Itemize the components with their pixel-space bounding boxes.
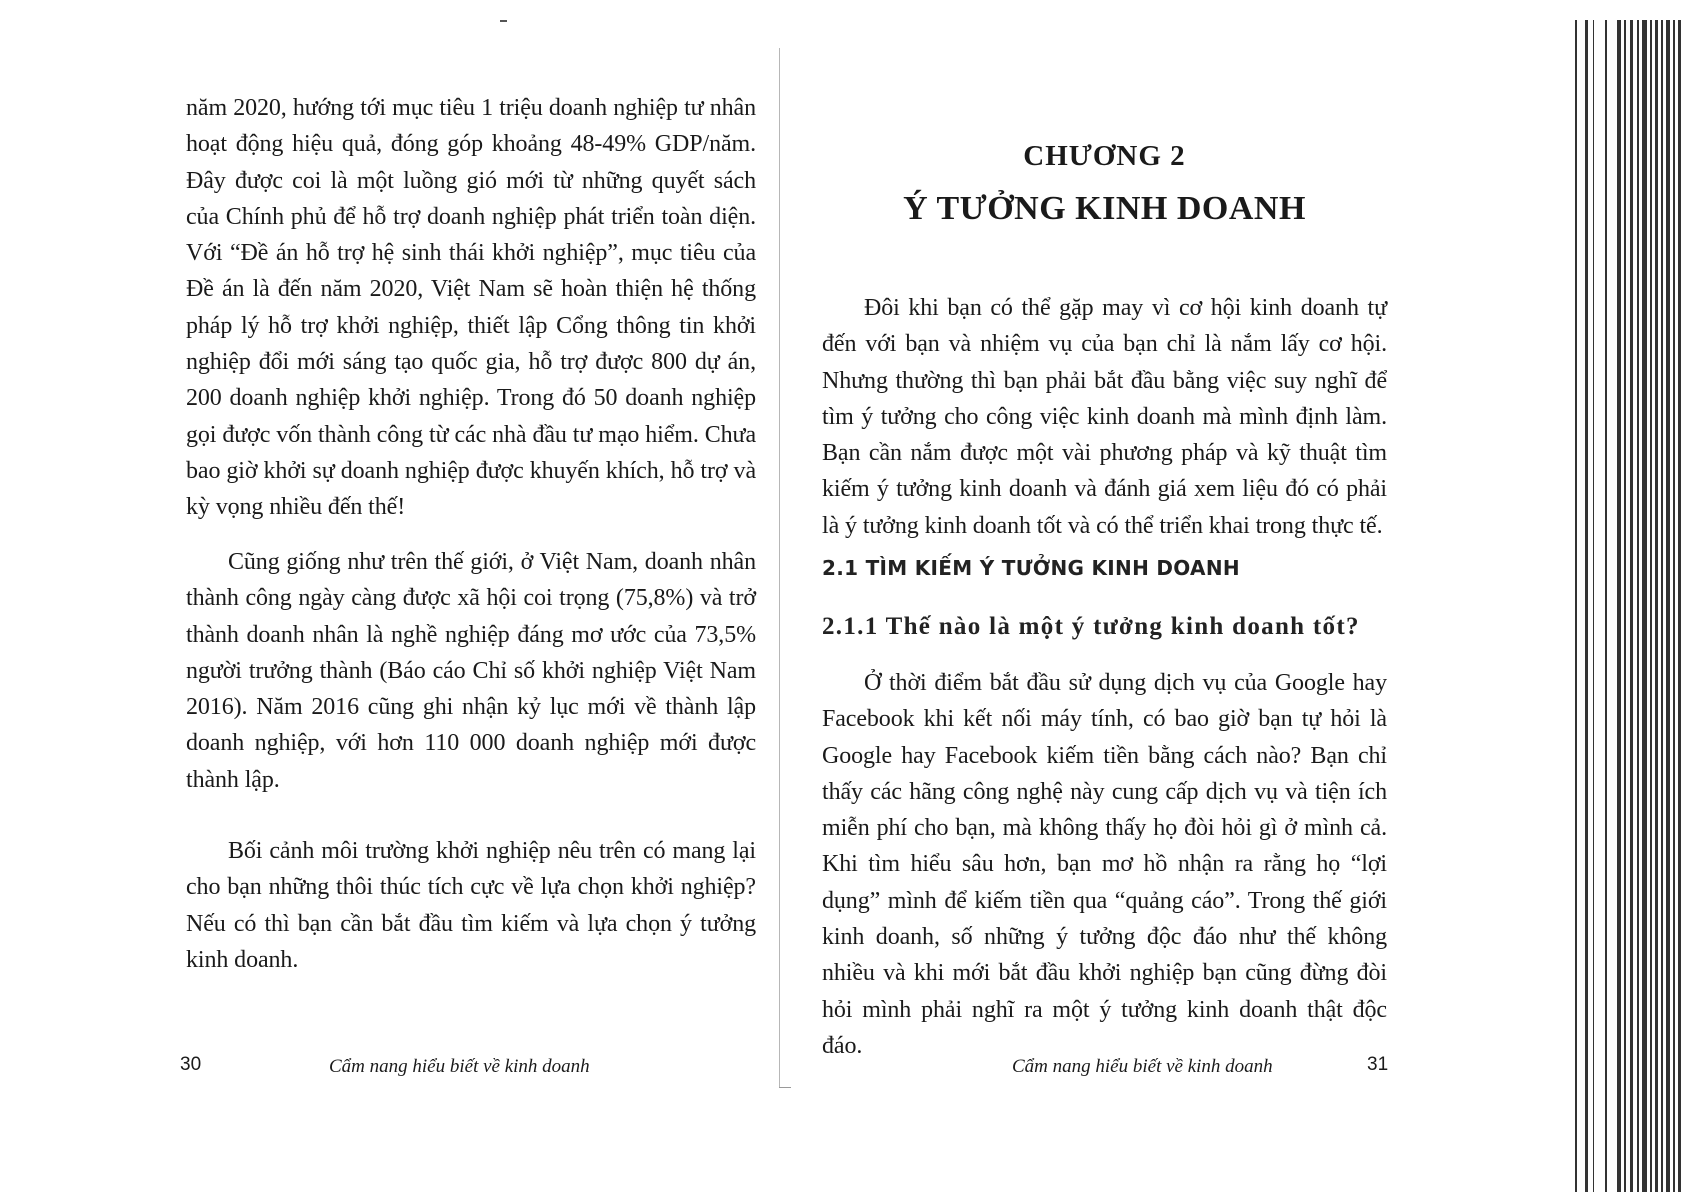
subsection-heading: 2.1.1 Thế nào là một ý tưởng kinh doanh tốt? <box>822 613 1360 640</box>
right-running-title: Cẩm nang hiểu biết về kinh doanh <box>1012 1056 1273 1077</box>
scan-mark <box>500 20 507 22</box>
section-heading: 2.1 TÌM KIẾM Ý TƯỞNG KINH DOANH <box>822 556 1240 580</box>
left-page-number: 30 <box>180 1054 202 1075</box>
scan-edge-artifact <box>1575 20 1685 1192</box>
left-paragraph-3: Bối cảnh môi trường khởi nghiệp nêu trên có mang lại cho bạn những thôi thúc tích cực về lựa chọn khởi nghiệp? Nếu có thì bạn cần bắt đầu tìm kiếm và lựa chọn ý tưởng kinh doanh. <box>186 838 756 973</box>
book-gutter <box>779 48 780 1088</box>
left-running-title: Cẩm nang hiểu biết về kinh doanh <box>329 1056 590 1077</box>
chapter-title: Ý TƯỞNG KINH DOANH <box>903 190 1306 227</box>
body-paragraph: Ở thời điểm bắt đầu sử dụng dịch vụ của Google hay Facebook khi kết nối máy tính, có bao giờ bạn tự hỏi là Google hay Facebook kiếm tiền bằng cách nào? Bạn chỉ thấy các hãng công nghệ này cung cấp dịch vụ và tiện ích miễn phí cho bạn, mà không thấy họ đòi hỏi gì ở mình cả. Khi tìm hiểu sâu hơn, bạn mơ hồ nhận ra rằng họ “lợi dụng” mình để kiếm tiền qua “quảng cáo”. Trong thế giới kinh doanh, số những ý tưởng độc đáo như thế không nhiều và khi mới bắt đầu khởi nghiệp bạn cũng đừng đòi hỏi mình phải nghĩ ra một ý tưởng kinh doanh thật độc đáo. <box>822 670 1387 1059</box>
chapter-label: CHƯƠNG 2 <box>1023 140 1186 172</box>
left-paragraph-1: năm 2020, hướng tới mục tiêu 1 triệu doanh nghiệp tư nhân hoạt động hiệu quả, đóng góp khoảng 48-49% GDP/năm. Đây được coi là một luồng gió mới từ những quyết sách của Chính phủ để hỗ trợ doanh nghiệp phát triển toàn diện. Với “Đề án hỗ trợ hệ sinh thái khởi nghiệp”, mục tiêu của Đề án là đến năm 2020, Việt Nam sẽ hoàn thiện hệ thống pháp lý hỗ trợ khởi nghiệp, thiết lập Cổng thông tin khởi nghiệp đổi mới sáng tạo quốc gia, hỗ trợ được 800 dự án, 200 doanh nghiệp khởi nghiệp. Trong đó 50 doanh nghiệp gọi được vốn thành công từ các nhà đầu tư mạo hiểm. Chưa bao giờ khởi sự doanh nghiệp được khuyến khích, hỗ trợ và kỳ vọng nhiều đến thế! <box>186 95 756 521</box>
left-paragraph-2: Cũng giống như trên thế giới, ở Việt Nam, doanh nhân thành công ngày càng được xã hội coi trọng (75,8%) và trở thành doanh nhân là nghề nghiệp đáng mơ ước của 73,5% người trưởng thành (Báo cáo Chỉ số khởi nghiệp Việt Nam 2016). Năm 2016 cũng ghi nhận kỷ lục mới về thành lập doanh nghiệp, với hơn 110 000 doanh nghiệp mới được thành lập. <box>186 549 756 793</box>
gutter-tick <box>779 1087 791 1088</box>
right-page-number: 31 <box>1367 1054 1389 1075</box>
intro-paragraph: Đôi khi bạn có thể gặp may vì cơ hội kinh doanh tự đến với bạn và nhiệm vụ của bạn chỉ là nắm lấy cơ hội. Nhưng thường thì bạn phải bắt đầu bằng việc suy nghĩ để tìm ý tưởng cho công việc kinh doanh mà mình định làm. Bạn cần nắm được một vài phương pháp và kỹ thuật tìm kiếm ý tưởng kinh doanh và đánh giá xem liệu đó có phải là ý tưởng kinh doanh tốt và có thể triển khai trong thực tế. <box>822 295 1387 539</box>
